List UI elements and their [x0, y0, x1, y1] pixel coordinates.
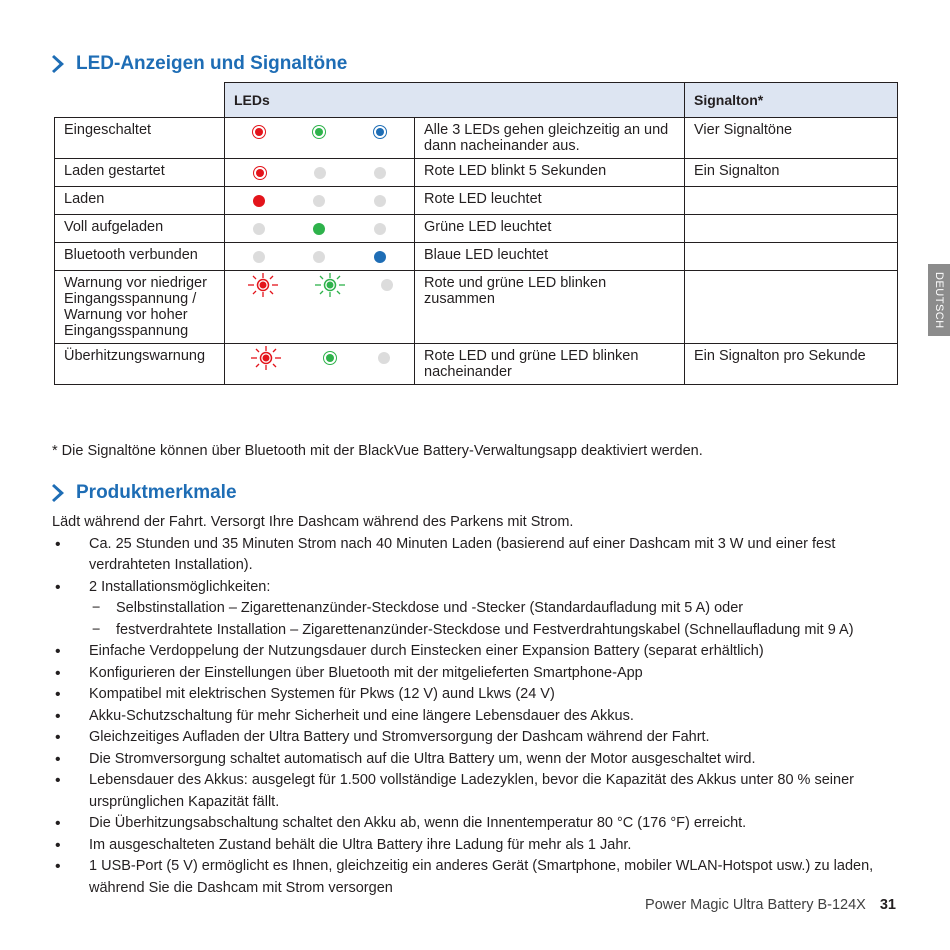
led-red-solid-icon — [253, 195, 265, 207]
row-label: Laden gestartet — [55, 159, 225, 187]
row-label: Eingeschaltet — [55, 118, 225, 159]
row-signal: Ein Signalton pro Sekunde — [685, 344, 898, 385]
table-header-row — [55, 83, 898, 118]
row-signal — [685, 187, 898, 215]
header-leds: LEDs — [225, 83, 685, 118]
led-blue-solid-icon — [374, 251, 386, 263]
section-title: LED-Anzeigen und Signaltöne — [76, 53, 348, 74]
row-label: Überhitzungswarnung — [55, 344, 225, 385]
chevron-right-icon — [52, 54, 66, 74]
page-number: 31 — [879, 897, 896, 913]
led-red-blink-icon — [249, 345, 283, 371]
table-row — [55, 187, 898, 215]
row-leds — [225, 344, 415, 385]
led-green-solid-icon — [313, 223, 325, 235]
bullet-item: • Akku-Schutzschaltung für mehr Sicherheit und eine längere Lebensdauer des Akkus. — [52, 706, 897, 728]
row-description: Rote LED leuchtet — [415, 187, 685, 215]
led-off-icon — [314, 167, 326, 179]
row-signal: Vier Signaltöne — [685, 118, 898, 159]
led-green-on-icon — [323, 351, 337, 365]
header-blank — [55, 83, 225, 118]
footnote: * Die Signaltöne können über Bluetooth mit der BlackVue Battery-Verwaltungsapp deaktiviert werden. — [52, 443, 703, 459]
led-green-blink-icon — [313, 272, 347, 298]
row-leds — [225, 118, 415, 159]
bullet-item: • Gleichzeitiges Aufladen der Ultra Battery und Stromversorgung der Dashcam während der Fahrt. — [52, 727, 897, 749]
led-off-icon — [253, 223, 265, 235]
led-off-icon — [374, 195, 386, 207]
row-description: Rote LED und grüne LED blinken nacheinander — [415, 344, 685, 385]
section-title: Produktmerkmale — [76, 482, 237, 503]
bullet-item: • Konfigurieren der Einstellungen über Bluetooth mit der mitgelieferten Smartphone-App — [52, 663, 897, 685]
row-label: Bluetooth verbunden — [55, 243, 225, 271]
led-off-icon — [381, 279, 393, 291]
features-section — [52, 512, 897, 899]
row-signal — [685, 215, 898, 243]
page-footer — [645, 897, 896, 913]
led-off-icon — [253, 251, 265, 263]
bullet-item: • 1 USB-Port (5 V) ermöglicht es Ihnen, gleichzeitig ein anderes Gerät (Smartphone, mobiler WLAN-Hotspot usw.) zu laden, während Sie die Dashcam mit Strom versorgen — [52, 856, 897, 899]
row-leds — [225, 243, 415, 271]
led-red-on-icon — [253, 166, 267, 180]
row-label: Voll aufgeladen — [55, 215, 225, 243]
led-blue-on-icon — [373, 125, 387, 139]
led-off-icon — [378, 352, 390, 364]
led-off-icon — [313, 251, 325, 263]
table-row — [55, 271, 898, 344]
bullet-item: • Im ausgeschalteten Zustand behält die Ultra Battery ihre Ladung für mehr als 1 Jahr. — [52, 835, 897, 857]
sub-item: − festverdrahtete Installation – Zigarettenanzünder-Steckdose und Festverdrahtungskabel (Schnellaufladung mit 9 A) — [52, 620, 897, 642]
table-row — [55, 215, 898, 243]
led-off-icon — [374, 223, 386, 235]
bullet-item: • Kompatibel mit elektrischen Systemen für Pkws (12 V) aund Lkws (24 V) — [52, 684, 897, 706]
bullet-item: • Lebensdauer des Akkus: ausgelegt für 1.500 vollständige Ladezyklen, bevor die Kapazität des Akkus unter 80 % seiner ursprünglichen Kapazität fällt. — [52, 770, 897, 813]
led-off-icon — [374, 167, 386, 179]
row-signal: Ein Signalton — [685, 159, 898, 187]
led-red-blink-icon — [246, 272, 280, 298]
led-green-on-icon — [312, 125, 326, 139]
table-row — [55, 344, 898, 385]
bullet-item: • Die Stromversorgung schaltet automatisch auf die Ultra Battery um, wenn der Motor ausgeschaltet wird. — [52, 749, 897, 771]
row-description: Rote und grüne LED blinken zusammen — [415, 271, 685, 344]
section-heading-features — [52, 482, 237, 504]
features-intro: Lädt während der Fahrt. Versorgt Ihre Dashcam während des Parkens mit Strom. — [52, 514, 574, 530]
header-signal: Signalton* — [685, 83, 898, 118]
language-tab: DEUTSCH — [928, 264, 950, 336]
footer-title: Power Magic Ultra Battery B-124X — [645, 897, 866, 913]
row-leds — [225, 159, 415, 187]
table-row — [55, 243, 898, 271]
row-description: Blaue LED leuchtet — [415, 243, 685, 271]
row-leds — [225, 215, 415, 243]
bullet-item: • Ca. 25 Stunden und 35 Minuten Strom nach 40 Minuten Laden (basierend auf einer Dashcam mit 3 W und einer fest verdrahteten Installation). — [52, 534, 897, 577]
row-leds — [225, 271, 415, 344]
chevron-right-icon — [52, 483, 66, 503]
row-description: Rote LED blinkt 5 Sekunden — [415, 159, 685, 187]
bullet-item: • Einfache Verdoppelung der Nutzungsdauer durch Einstecken einer Expansion Battery (separat erhältlich) — [52, 641, 897, 663]
led-red-on-icon — [252, 125, 266, 139]
bullet-item: • 2 Installationsmöglichkeiten: — [52, 577, 897, 599]
row-leds — [225, 187, 415, 215]
sub-item: − Selbstinstallation – Zigarettenanzünder-Steckdose und -Stecker (Standardaufladung mit 5 A) oder — [52, 598, 897, 620]
bullet-item: • Die Überhitzungsabschaltung schaltet den Akku ab, wenn die Innentemperatur 80 °C (176 °F) erreicht. — [52, 813, 897, 835]
row-label: Warnung vor niedriger Eingangsspannung / Warnung vor hoher Eingangsspannung — [55, 271, 225, 344]
table-row — [55, 159, 898, 187]
led-table — [54, 82, 898, 385]
led-off-icon — [313, 195, 325, 207]
row-description: Grüne LED leuchtet — [415, 215, 685, 243]
section-heading-led — [52, 53, 347, 75]
row-signal — [685, 243, 898, 271]
table-row — [55, 118, 898, 159]
row-description: Alle 3 LEDs gehen gleichzeitig an und dann nacheinander aus. — [415, 118, 685, 159]
feature-list — [52, 534, 897, 900]
row-signal — [685, 271, 898, 344]
row-label: Laden — [55, 187, 225, 215]
